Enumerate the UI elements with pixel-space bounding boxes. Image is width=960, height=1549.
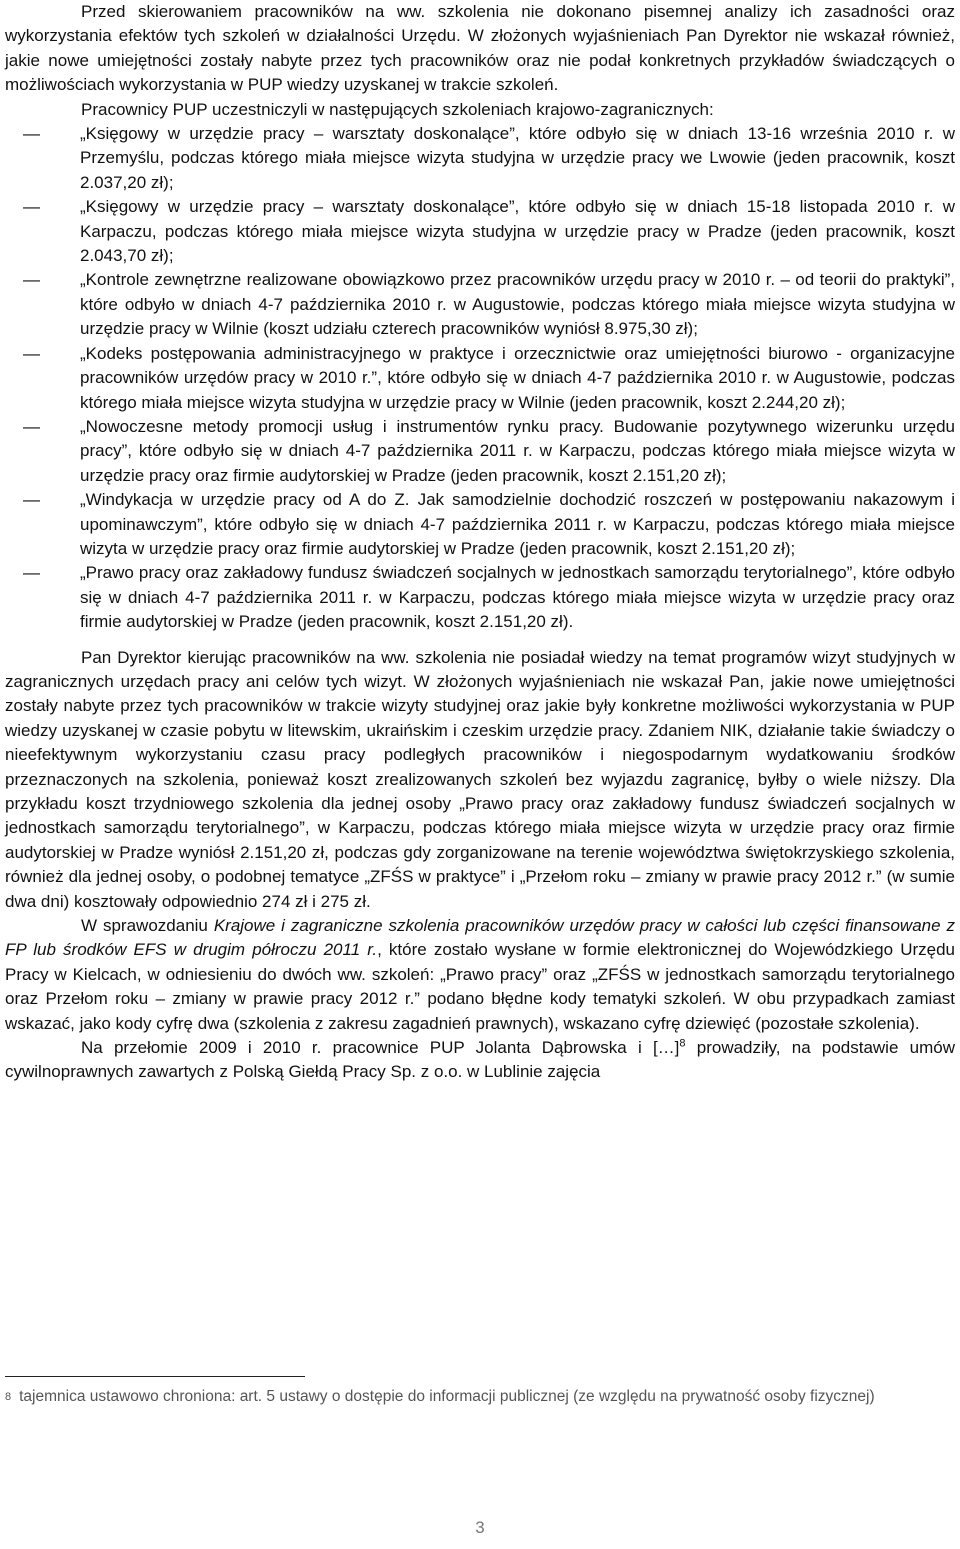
training-list — [5, 122, 955, 635]
list-item: — „Nowoczesne metody promocji usług i instrumentów rynku pracy. Budowanie pozytywnego wizerunku urzędu pracy”, które odbyło się w dniach 4-7 października 2011 r. w Karpaczu, podczas którego miała miejsce wizyta w urzędzie pracy oraz firmie audytorskiej w Pradze (jeden pracownik, koszt 2.151,20 zł); — [5, 415, 955, 488]
list-item: — „Księgowy w urzędzie pracy – warsztaty doskonalące”, które odbyło się w dniach 15-18 listopada 2010 r. w Karpaczu, podczas którego miała miejsce wizyta studyjna w urzędzie pracy w Pradze (jeden pracownik, koszt 2.043,70 zł); — [5, 195, 955, 268]
paragraph-5-end: prowadziły, na podstawie umów cywilnoprawnych zawartych z Polską Giełdą Pracy Sp. z o.o. w Lublinie zajęcia — [5, 1038, 955, 1082]
footnote — [5, 1386, 955, 1409]
paragraph-4 — [5, 914, 955, 1036]
page-number: 3 — [475, 1518, 485, 1537]
paragraph-4-start: W sprawozdaniu — [81, 916, 214, 936]
footnote-separator — [5, 1376, 305, 1377]
footnote-reference[interactable]: 8 — [679, 1037, 686, 1050]
list-item: — „Księgowy w urzędzie pracy – warsztaty doskonalące”, które odbyło się w dniach 13-16 września 2010 r. w Przemyślu, podczas którego miała miejsce wizyta studyjna w urzędzie pracy we Lwowie (jeden pracownik, koszt 2.037,20 zł); — [5, 122, 955, 195]
paragraph-2: Pracownicy PUP uczestniczyli w następujących szkoleniach krajowo-zagranicznych: — [81, 99, 714, 119]
spacer — [5, 635, 955, 646]
body-text — [5, 0, 955, 1085]
report-title: Krajowe i zagraniczne szkolenia pracowników urzędów pracy w całości lub części finansowane z FP lub środków EFS w drugim półroczu 2011 r. — [5, 916, 956, 960]
list-item: — „Kontrole zewnętrzne realizowane obowiązkowo przez pracowników urzędu pracy w 2010 r. – od teorii do praktyki”, które odbyło w dniach 4-7 października 2010 r. w Augustowie, podczas którego miała miejsce wizyta studyjna w urzędzie pracy w Wilnie (koszt udziału czterech pracowników wyniósł 8.975,30 zł); — [5, 268, 955, 341]
footnote-text: tajemnica ustawowo chroniona: art. 5 ustawy o dostępie do informacji publicznej (ze względu na prywatność osoby fizycznej) — [19, 1388, 875, 1405]
list-item: — „Prawo pracy oraz zakładowy fundusz świadczeń socjalnych w jednostkach samorządu terytorialnego”, które odbyło się w dniach 4-7 października 2011 r. w Karpaczu, podczas którego miała miejsce wizyta w urzędzie pracy oraz firmie audytorskiej w Pradze (jeden pracownik, koszt 2.151,20 zł). — [5, 561, 955, 634]
paragraph-3: Pan Dyrektor kierując pracowników na ww. szkolenia nie posiadał wiedzy na temat programów wizyt studyjnych w zagranicznych urzędach pracy ani celów tych wizyt. W złożonych wyjaśnieniach nie wskazał Pan, jakie nowe umiejętności zostały nabyte przez tych pracowników w trakcie wizyty studyjnej oraz jakie były konkretne możliwości wykorzystania w PUP wiedzy uzyskanej w czasie pobytu w litewskim, ukraińskim i czeskim urzędzie pracy. Zdaniem NIK, działanie takie świadczy o nieefektywnym wykorzystaniu czasu pracy podległych pracowników i niegospodarnym wydatkowaniu środków przeznaczonych na szkolenia, ponieważ koszt zrealizowanych szkoleń bez wyjazdu zagranicę, byłby o wiele niższy. Dla przykładu koszt trzydniowego szkolenia dla jednej osoby „Prawo pracy oraz zakładowy fundusz świadczeń socjalnych w jednostkach samorządu terytorialnego”, w Karpaczu, podczas którego miała miejsce wizyta w urzędzie pracy oraz firmie audytorskiej w Pradze wyniósł 2.151,20 zł, podczas gdy zorganizowane na terenie województwa świętokrzyskiego szkolenia, również dla jednej osoby, o podobnej tematyce „ZFŚS w praktyce” i „Przełom roku – zmiany w prawie pracy 2012 r.” (w sumie dwa dni) kosztowały odpowiednio 274 zł i 275 zł. — [5, 647, 955, 911]
list-item: — „Windykacja w urzędzie pracy od A do Z. Jak samodzielnie dochodzić roszczeń w postępowaniu nakazowym i upominawczym”, które odbyło się w dniach 4-7 października 2011 r. w Karpaczu, podczas którego miała miejsce wizyta w urzędzie pracy oraz firmie audytorskiej w Pradze (jeden pracownik, koszt 2.151,20 zł); — [5, 488, 955, 561]
paragraph-4-end: , które zostało wysłane w formie elektronicznej do Wojewódzkiego Urzędu Pracy w Kielcach, w odniesieniu do dwóch ww. szkoleń: „Prawo pracy” oraz „ZFŚS w jednostkach samorządu terytorialnego oraz Przełom roku – zmiany w prawie pracy 2012 r.” podano błędne kody tematyki szkoleń. W obu przypadkach zamiast wskazać, jako kody cyfrę dwa (szkolenia z zakresu zagadnień prawnych), wskazano cyfrę dziewięć (pozostałe szkolenia). — [5, 940, 956, 1033]
paragraph-5 — [5, 1036, 955, 1085]
paragraph-1: Przed skierowaniem pracowników na ww. szkolenia nie dokonano pisemnej analizy ich zasadności oraz wykorzystania efektów tych szkoleń w działalności Urzędu. W złożonych wyjaśnieniach Pan Dyrektor nie wskazał również, jakie nowe umiejętności zostały nabyte przez tych pracowników oraz nie podał konkretnych przykładów świadczących o możliwościach wykorzystania w PUP wiedzy uzyskanej w trakcie szkoleń. — [5, 2, 955, 95]
paragraph-5-start: Na przełomie 2009 i 2010 r. pracownice PUP Jolanta Dąbrowska i […] — [81, 1038, 680, 1058]
footnote-mark: 8 — [5, 1391, 12, 1403]
list-item: — „Kodeks postępowania administracyjnego w praktyce i orzecznictwie oraz umiejętności biurowo - organizacyjne pracowników urzędów pracy w 2010 r.”, które odbyło się w dniach 4-7 października 2010 r. w Augustowie, podczas którego miała miejsce wizyta studyjna w urzędzie pracy w Wilnie (jeden pracownik, koszt 2.244,20 zł); — [5, 342, 955, 415]
